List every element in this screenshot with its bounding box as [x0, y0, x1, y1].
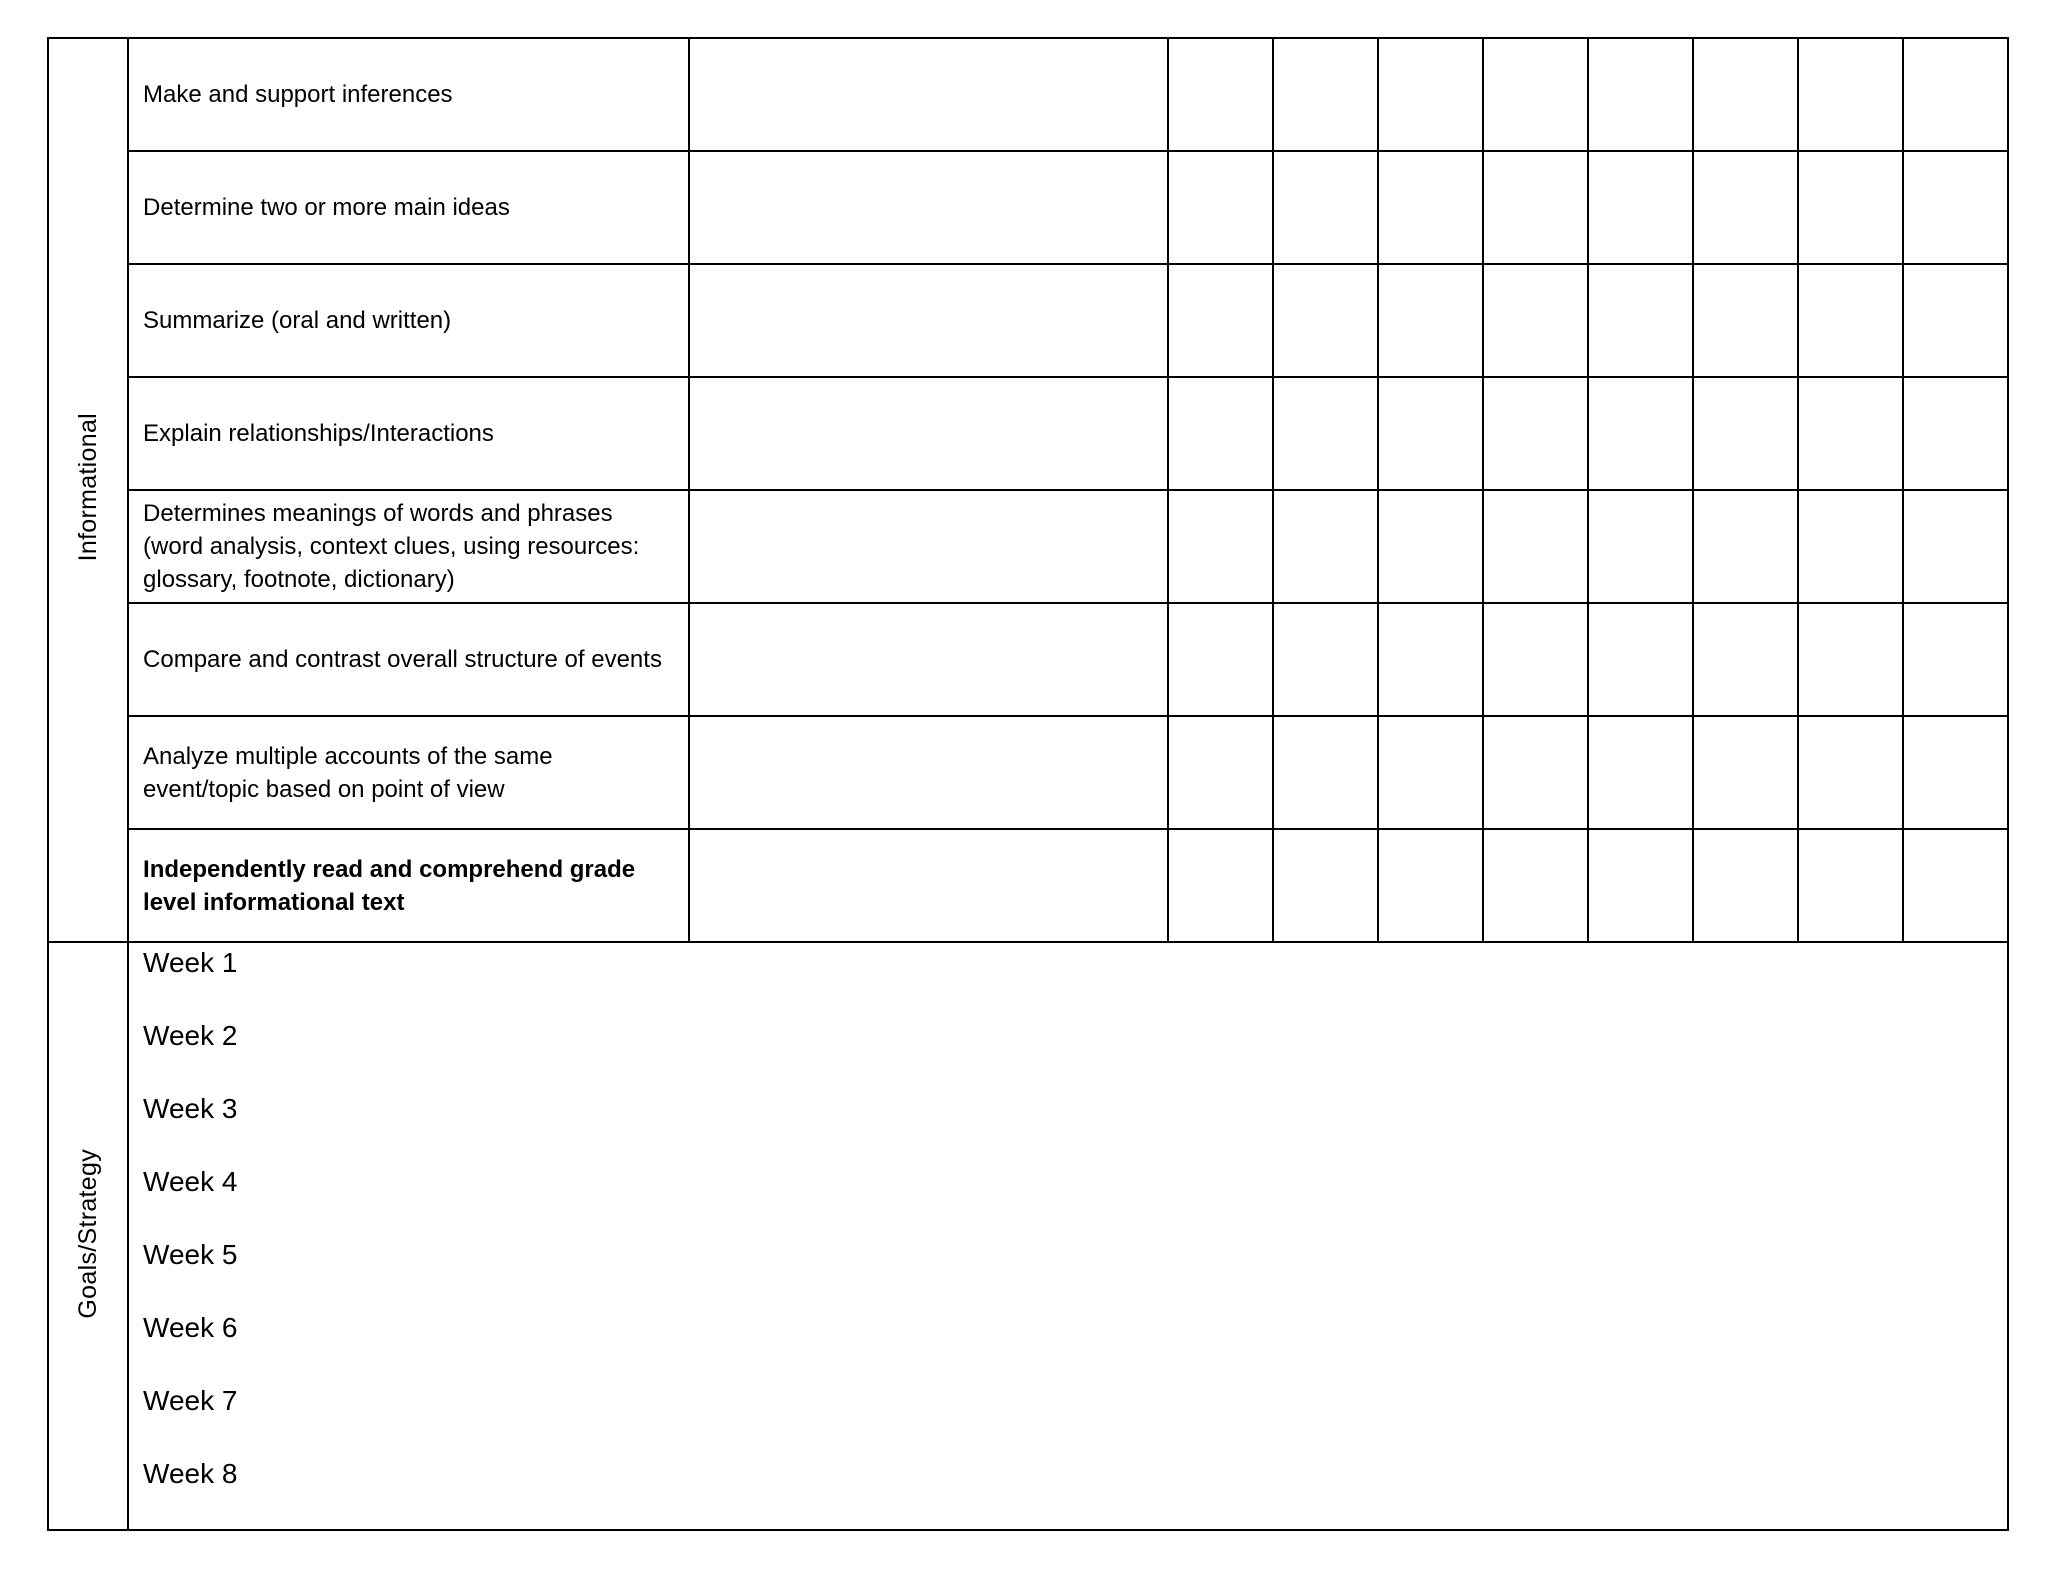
notes-cell[interactable] — [689, 264, 1167, 377]
week-label: Week 5 — [143, 1239, 238, 1270]
notes-cell[interactable] — [689, 490, 1167, 603]
skill-label: Summarize (oral and written) — [128, 264, 689, 377]
mark-cell[interactable] — [1378, 38, 1483, 151]
week-label: Week 3 — [143, 1093, 238, 1124]
mark-cell[interactable] — [1273, 490, 1378, 603]
mark-cell[interactable] — [1273, 716, 1378, 829]
mark-cell[interactable] — [1903, 377, 2008, 490]
mark-cell[interactable] — [1273, 829, 1378, 942]
table-row — [48, 490, 2008, 603]
table-row — [48, 151, 2008, 264]
mark-cell[interactable] — [1693, 377, 1798, 490]
mark-cell[interactable] — [1798, 829, 1903, 942]
skill-label: Determine two or more main ideas — [128, 151, 689, 264]
mark-cell[interactable] — [1588, 716, 1693, 829]
mark-cell[interactable] — [1588, 490, 1693, 603]
mark-cell[interactable] — [1168, 829, 1273, 942]
mark-cell[interactable] — [1483, 151, 1588, 264]
mark-cell[interactable] — [1483, 490, 1588, 603]
mark-cell[interactable] — [1903, 151, 2008, 264]
mark-cell[interactable] — [1693, 264, 1798, 377]
informational-section-label: Informational — [73, 413, 102, 562]
mark-cell[interactable] — [1273, 377, 1378, 490]
mark-cell[interactable] — [1273, 151, 1378, 264]
goals-section-label: Goals/Strategy — [73, 1148, 102, 1319]
skill-label: Explain relationships/Interactions — [128, 377, 689, 490]
notes-cell[interactable] — [689, 377, 1167, 490]
notes-cell[interactable] — [689, 829, 1167, 942]
mark-cell[interactable] — [1798, 38, 1903, 151]
mark-cell[interactable] — [1903, 490, 2008, 603]
mark-cell[interactable] — [1378, 151, 1483, 264]
week-label: Week 1 — [143, 947, 238, 978]
mark-cell[interactable] — [1693, 38, 1798, 151]
goals-strategy-area[interactable] — [128, 942, 2008, 1530]
notes-cell[interactable] — [689, 716, 1167, 829]
notes-cell[interactable] — [689, 151, 1167, 264]
mark-cell[interactable] — [1378, 264, 1483, 377]
goals-section-cell — [48, 942, 128, 1530]
mark-cell[interactable] — [1273, 603, 1378, 716]
mark-cell[interactable] — [1168, 716, 1273, 829]
mark-cell[interactable] — [1588, 829, 1693, 942]
table-row — [48, 264, 2008, 377]
table-row — [48, 377, 2008, 490]
mark-cell[interactable] — [1168, 377, 1273, 490]
mark-cell[interactable] — [1903, 38, 2008, 151]
mark-cell[interactable] — [1588, 603, 1693, 716]
table-row — [48, 829, 2008, 942]
mark-cell[interactable] — [1588, 377, 1693, 490]
mark-cell[interactable] — [1693, 151, 1798, 264]
mark-cell[interactable] — [1483, 38, 1588, 151]
informational-section-cell — [48, 38, 128, 942]
skill-label: Compare and contrast overall structure of events — [128, 603, 689, 716]
mark-cell[interactable] — [1693, 490, 1798, 603]
skill-label: Analyze multiple accounts of the same event/topic based on point of view — [128, 716, 689, 829]
week-label: Week 7 — [143, 1385, 238, 1416]
goals-row — [48, 942, 2008, 1530]
skill-label-summary: Independently read and comprehend grade level informational text — [128, 829, 689, 942]
mark-cell[interactable] — [1798, 716, 1903, 829]
mark-cell[interactable] — [1483, 603, 1588, 716]
mark-cell[interactable] — [1693, 716, 1798, 829]
mark-cell[interactable] — [1273, 38, 1378, 151]
mark-cell[interactable] — [1168, 151, 1273, 264]
week-label: Week 2 — [143, 1020, 238, 1051]
mark-cell[interactable] — [1798, 151, 1903, 264]
mark-cell[interactable] — [1483, 829, 1588, 942]
mark-cell[interactable] — [1798, 603, 1903, 716]
week-label: Week 6 — [143, 1312, 238, 1343]
mark-cell[interactable] — [1483, 377, 1588, 490]
mark-cell[interactable] — [1693, 603, 1798, 716]
mark-cell[interactable] — [1273, 264, 1378, 377]
notes-cell[interactable] — [689, 38, 1167, 151]
mark-cell[interactable] — [1378, 829, 1483, 942]
mark-cell[interactable] — [1798, 490, 1903, 603]
mark-cell[interactable] — [1903, 603, 2008, 716]
mark-cell[interactable] — [1168, 264, 1273, 377]
mark-cell[interactable] — [1903, 716, 2008, 829]
mark-cell[interactable] — [1903, 829, 2008, 942]
week-label: Week 8 — [143, 1458, 238, 1489]
mark-cell[interactable] — [1168, 38, 1273, 151]
skill-label: Make and support inferences — [128, 38, 689, 151]
mark-cell[interactable] — [1903, 264, 2008, 377]
mark-cell[interactable] — [1168, 603, 1273, 716]
week-label: Week 4 — [143, 1166, 238, 1197]
table-row — [48, 38, 2008, 151]
mark-cell[interactable] — [1378, 603, 1483, 716]
mark-cell[interactable] — [1378, 490, 1483, 603]
mark-cell[interactable] — [1378, 377, 1483, 490]
mark-cell[interactable] — [1588, 38, 1693, 151]
mark-cell[interactable] — [1588, 151, 1693, 264]
table-row — [48, 603, 2008, 716]
mark-cell[interactable] — [1378, 716, 1483, 829]
mark-cell[interactable] — [1693, 829, 1798, 942]
mark-cell[interactable] — [1798, 264, 1903, 377]
table-row — [48, 716, 2008, 829]
mark-cell[interactable] — [1483, 264, 1588, 377]
mark-cell[interactable] — [1483, 716, 1588, 829]
mark-cell[interactable] — [1168, 490, 1273, 603]
notes-cell[interactable] — [689, 603, 1167, 716]
mark-cell[interactable] — [1798, 377, 1903, 490]
assessment-tracker-table — [47, 37, 2009, 1531]
mark-cell[interactable] — [1588, 264, 1693, 377]
skill-label: Determines meanings of words and phrases (word analysis, context clues, using resources: glossary, footnote, dictionary) — [128, 490, 689, 603]
